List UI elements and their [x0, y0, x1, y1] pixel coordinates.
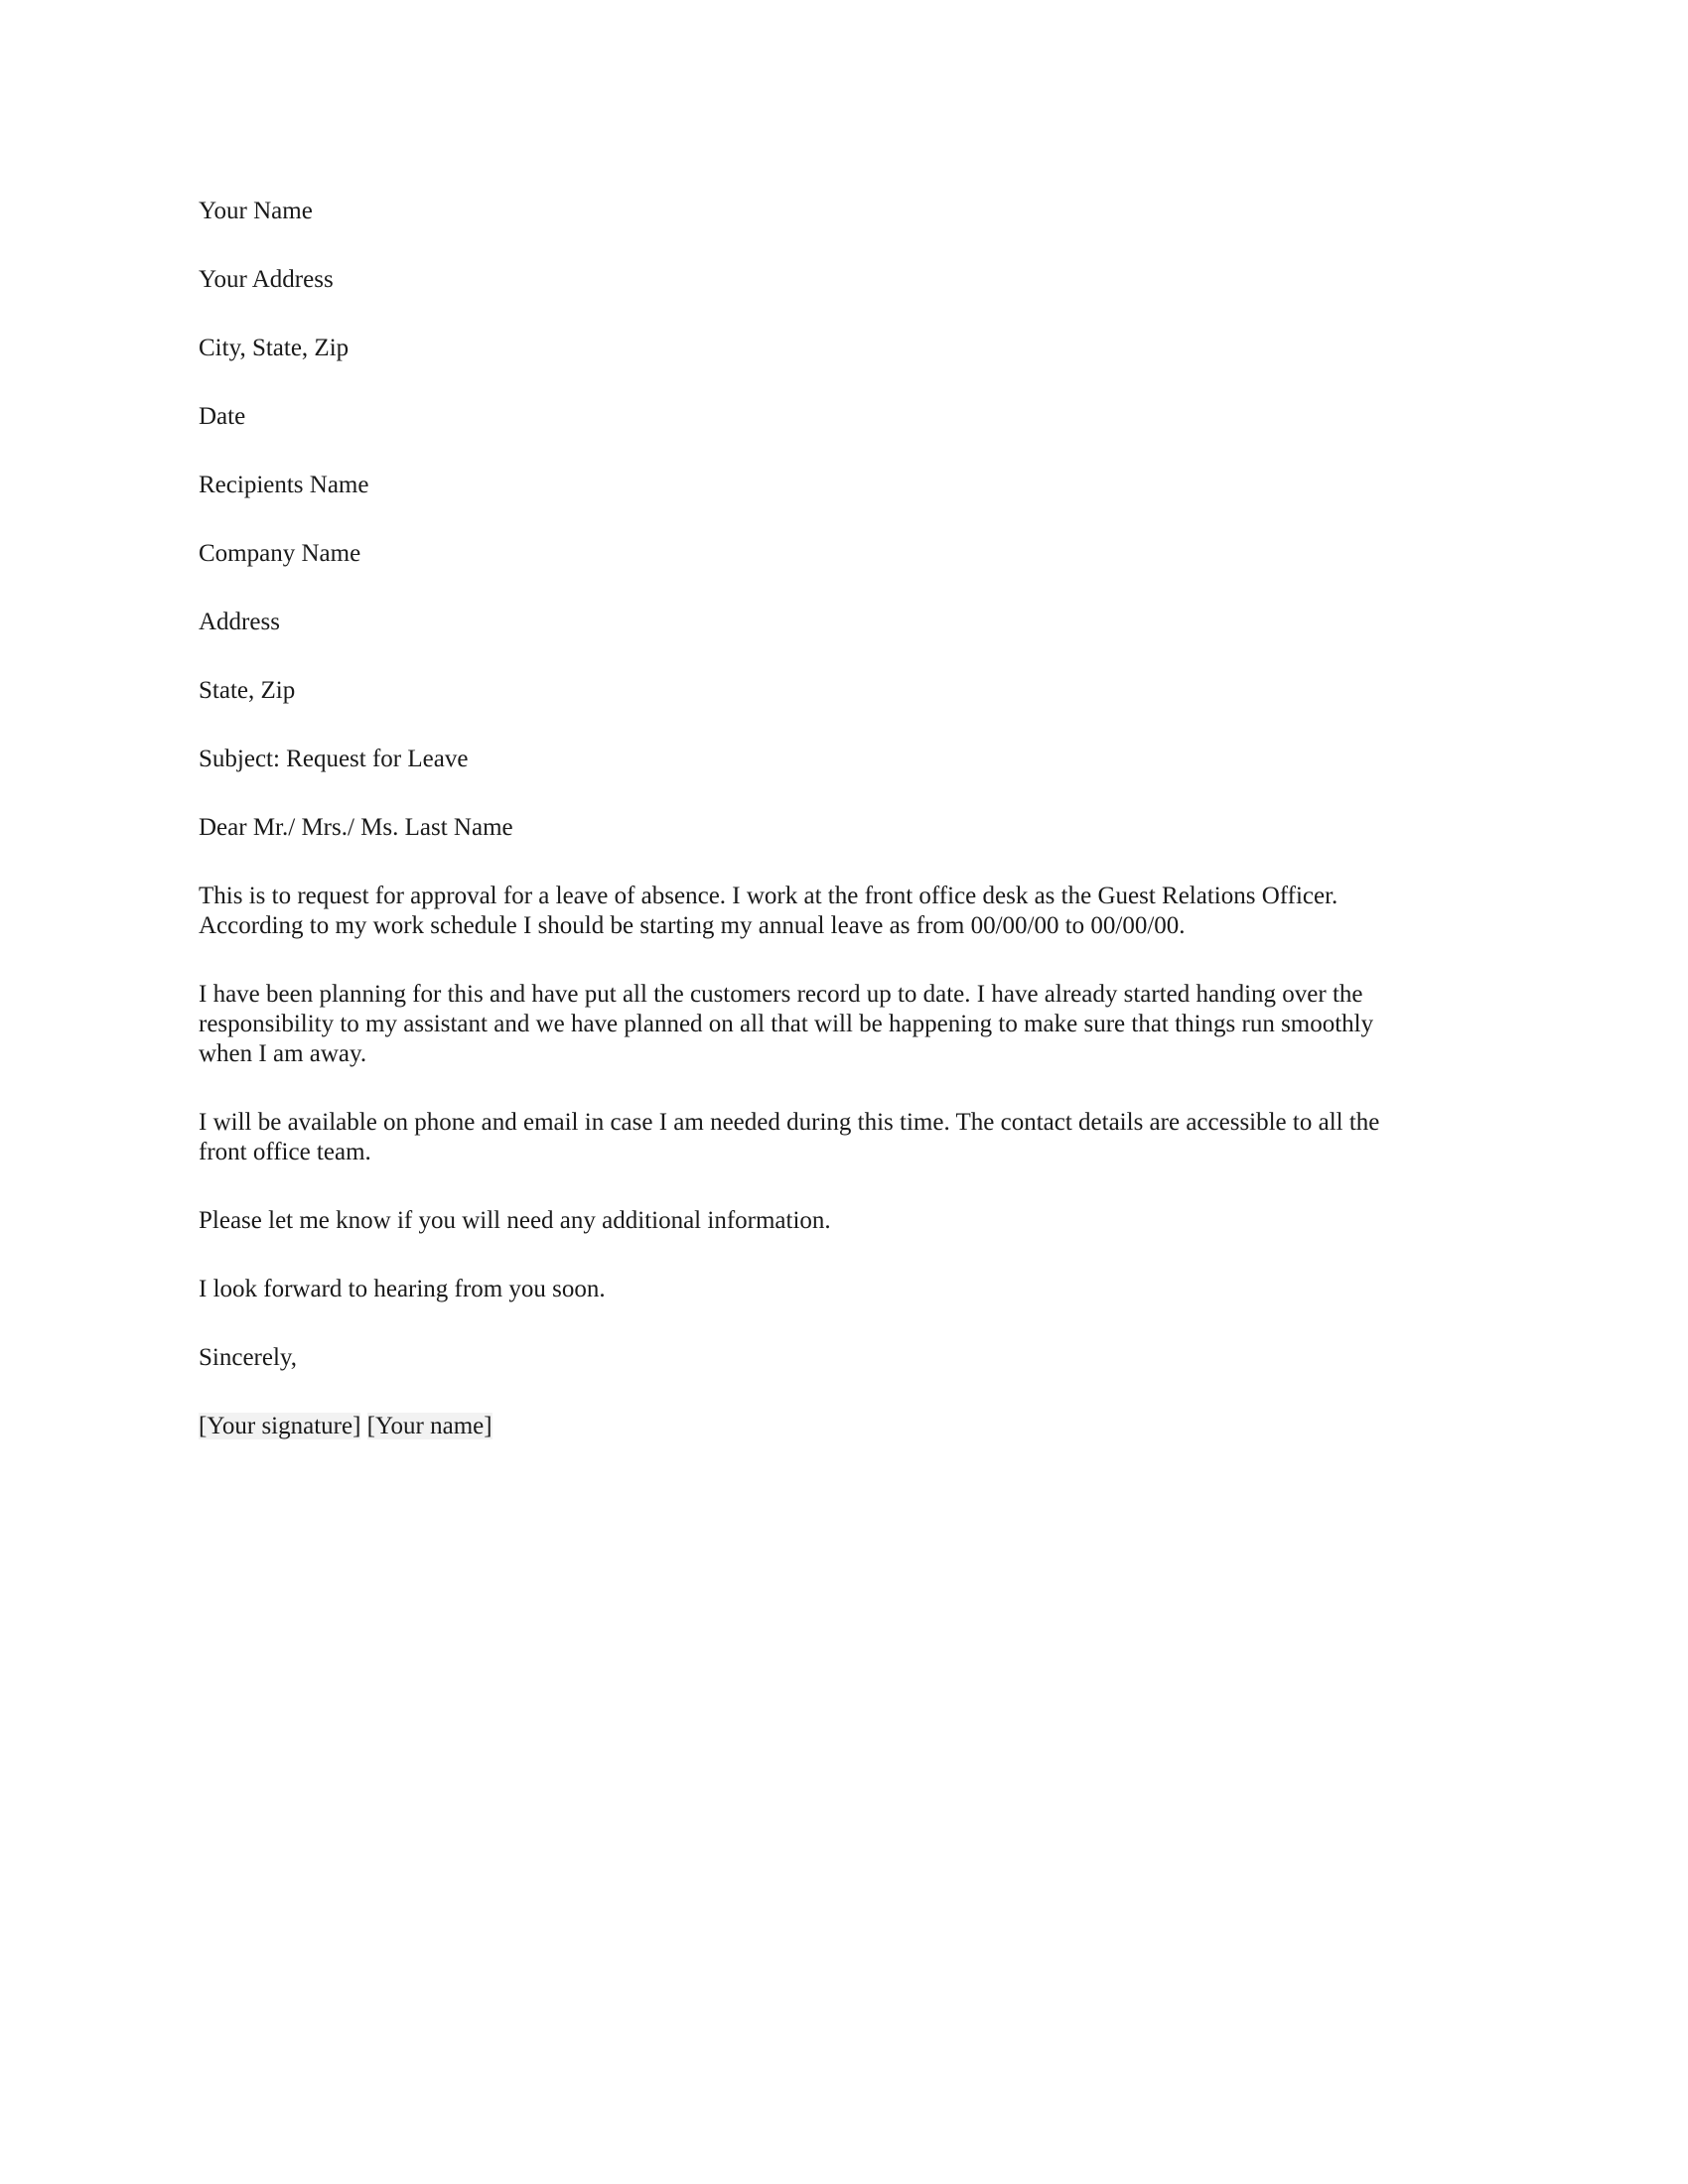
paragraph-line: I will be available on phone and email in case I am needed during this time. The contact details are accessible to all the — [199, 1109, 1380, 1136]
paragraph-line: According to my work schedule I should be starting my annual leave as from 00/00/00 to 00/00/00. — [199, 912, 1186, 939]
paragraph-line: front office team. — [199, 1139, 371, 1165]
subject-line: Subject: Request for Leave — [199, 746, 469, 772]
sender-address: Your Address — [199, 266, 334, 293]
paragraph-line: This is to request for approval for a leave of absence. I work at the front office desk as the Guest Relations Officer. — [199, 883, 1338, 909]
name-field[interactable]: [Your name] — [366, 1413, 492, 1439]
signature-block — [199, 1412, 1450, 1441]
signature-field[interactable]: [Your signature] — [199, 1413, 361, 1439]
letter-date: Date — [199, 403, 246, 430]
letter-body — [199, 197, 1450, 1441]
paragraph-line: I have been planning for this and have put all the customers record up to date. I have already started handing over the — [199, 981, 1363, 1008]
salutation: Dear Mr./ Mrs./ Ms. Last Name — [199, 814, 513, 841]
closing: Sincerely, — [199, 1344, 298, 1371]
recipient-state-zip: State, Zip — [199, 677, 296, 704]
recipient-name: Recipients Name — [199, 472, 369, 498]
paragraph-closing-remark: I look forward to hearing from you soon. — [199, 1276, 606, 1302]
sender-name: Your Name — [199, 198, 313, 224]
company-name: Company Name — [199, 540, 361, 567]
paragraph-line: responsibility to my assistant and we have planned on all that will be happening to make sure that things run smoothly — [199, 1011, 1374, 1037]
paragraph-request — [199, 882, 1450, 941]
recipient-address: Address — [199, 609, 280, 635]
paragraph-planning — [199, 980, 1450, 1069]
paragraph-additional-info: Please let me know if you will need any additional information. — [199, 1207, 831, 1234]
paragraph-line: when I am away. — [199, 1040, 367, 1067]
paragraph-availability — [199, 1108, 1450, 1167]
sender-city-state-zip: City, State, Zip — [199, 335, 350, 361]
